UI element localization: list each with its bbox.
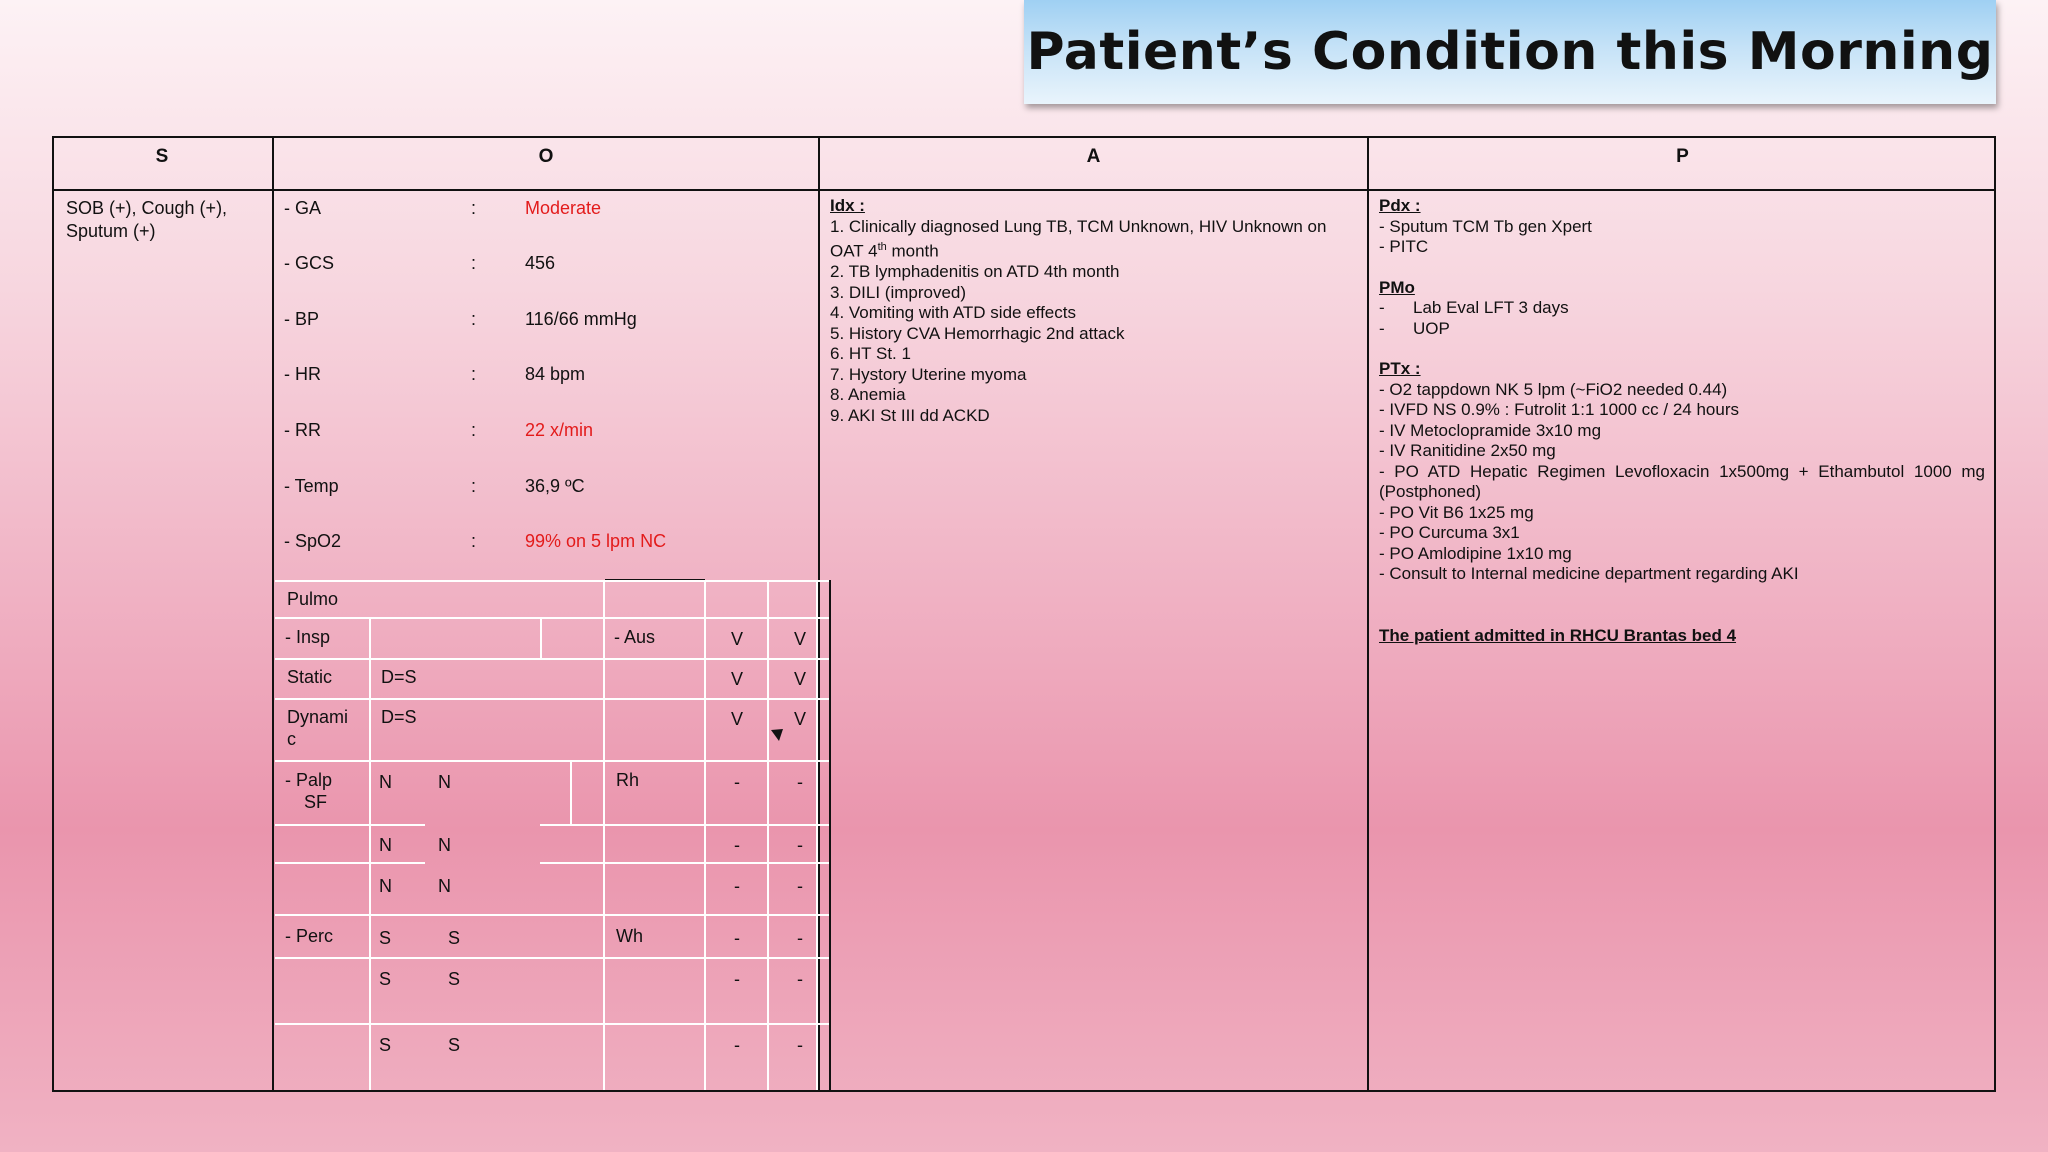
grid-line [570,760,572,824]
pdx-item: - Sputum TCM Tb gen Xpert [1379,216,1592,236]
grid-line [275,862,425,864]
vital-label: - RR [284,420,321,440]
static-label: Static [287,667,333,687]
subjective-line-2: Sputum (+) [66,221,156,241]
ptx-item: - PO ATD Hepatic Regimen Levofloxacin 1x500mg + Ethambutol 1000 mg [1379,461,1985,481]
sf-left-3: N [438,876,451,896]
grid-line [540,862,829,864]
vital-label: - GCS [284,253,335,273]
vital-label: - HR [284,364,321,384]
vital-value-hr: 84 bpm [525,364,586,384]
ptx-item: - O2 tappdown NK 5 lpm (~FiO2 needed 0.44) [1379,379,1728,399]
aus-right-1: V [730,629,743,649]
grid-line [275,1023,829,1025]
continued-text: month [886,241,939,261]
vital-sep: : [471,198,477,218]
pmo-item: - UOP [1379,318,1450,338]
assessment-item: 9. AKI St III dd ACKD [830,405,990,425]
grid-line [275,760,829,762]
grid-line [275,914,829,916]
continued-text: OAT 4 [830,241,878,261]
dynamic-value: D=S [381,707,417,727]
vital-value-spo2: 99% on 5 lpm NC [525,531,667,551]
grid-line [540,824,829,826]
divider-o-a [818,136,820,1092]
rh-label: Rh [616,770,640,790]
assessment-item: 1. Clinically diagnosed Lung TB, TCM Unknown, HIV Unknown on [830,216,1327,236]
vital-sep: : [471,476,477,496]
assessment-item: 6. HT St. 1 [830,344,911,364]
perc-left-1: S [448,928,461,948]
rh-left-3: - [797,876,803,896]
sf-right-1: N [379,772,392,792]
palp-label-2: SF [304,792,328,812]
superscript: th [877,241,887,253]
palp-label-1: - Palp [285,770,333,790]
sf-right-3: N [379,876,392,896]
title-banner [1024,0,1996,104]
assessment-item: 3. DILI (improved) [830,282,967,302]
grid-line [540,617,542,658]
perc-left-2: S [448,969,461,989]
wh-right-2: - [734,969,740,989]
assessment-item-continued [830,237,1326,262]
header-a: A [1086,146,1101,167]
assessment-item: 8. Anemia [830,385,906,405]
vital-label: - BP [284,309,320,329]
aus-right-3: V [730,709,743,729]
wh-label: Wh [616,926,643,946]
sf-right-2: N [379,835,392,855]
aus-left-1: V [793,629,806,649]
pdx-item: - PITC [1379,237,1429,256]
insp-label: - Insp [285,627,331,647]
subjective-line-1: SOB (+), Cough (+), [66,198,228,218]
perc-label: - Perc [285,926,334,946]
assessment-item: 5. History CVA Hemorrhagic 2nd attack [830,323,1125,343]
header-divider [52,189,1996,191]
assessment-item: 4. Vomiting with ATD side effects [830,303,1076,323]
header-s: S [155,146,169,167]
vital-value-bp: 116/66 mmHg [525,309,637,329]
grid-line [603,580,605,1090]
perc-right-2: S [379,969,392,989]
plan-section [1379,196,1985,646]
vital-label: - Temp [284,476,339,496]
assessment-item: 2. TB lymphadenitis on ATD 4th month [830,262,1120,282]
vital-label: - SpO2 [284,531,342,551]
wh-left-3: - [797,1035,803,1055]
grid-line [275,698,829,700]
vital-sep: : [471,531,477,551]
aus-label: - Aus [614,627,656,647]
wh-left-2: - [797,969,803,989]
aus-left-3: V [793,709,806,729]
dynamic-label-1: Dynami [287,707,349,727]
assessment-heading: Idx : [830,196,865,215]
rh-right-2: - [734,835,740,855]
rh-right-3: - [734,876,740,896]
assessment-item: 7. Hystory Uterine myoma [830,364,1027,384]
header-p: P [1676,146,1689,167]
grid-line [275,658,829,660]
ptx-item: (Postphoned) [1379,482,1482,501]
pmo-item: - Lab Eval LFT 3 days [1379,298,1569,317]
ptx-item: - IVFD NS 0.9% : Futrolit 1:1 1000 cc / 24 hours [1379,400,1739,419]
header-o: O [538,146,554,167]
vital-value-ga: Moderate [525,198,602,218]
perc-left-3: S [448,1035,461,1055]
vital-sep: : [471,420,477,440]
wh-left-1: - [797,928,803,948]
ptx-item: - IV Ranitidine 2x50 mg [1379,441,1556,460]
slide-title: Patient’s Condition this Morning [1026,22,1994,82]
grid-line [275,580,829,582]
sf-left-2: N [438,835,451,855]
wh-right-3: - [734,1035,740,1055]
ptx-item: - PO Vit B6 1x25 mg [1379,502,1534,522]
grid-line [275,957,829,959]
grid-line [816,580,818,1090]
vital-value-temp: 36,9 ºC [525,476,585,496]
vital-value-gcs: 456 [525,253,556,273]
pmo-heading: PMo [1379,277,1415,297]
rh-right-1: - [734,772,740,792]
ptx-item: - PO Curcuma 3x1 [1379,523,1520,542]
assessment-list [830,196,1326,426]
perc-right-1: S [379,928,392,948]
vital-sep: : [471,364,477,384]
aus-left-2: V [793,669,806,689]
pulmo-title: Pulmo [287,589,339,609]
grid-line [369,617,371,1090]
divider-a-p [1367,136,1369,1092]
static-value: D=S [381,667,417,687]
grid-line [767,580,769,1090]
rh-left-2: - [797,835,803,855]
ptx-item: - PO Amlodipine 1x10 mg [1379,543,1572,563]
ptx-heading: PTx : [1379,359,1421,378]
pdx-heading: Pdx : [1379,196,1421,215]
vital-value-rr: 22 x/min [525,420,594,440]
ptx-item: - Consult to Internal medicine department regarding AKI [1379,564,1799,583]
grid-line [275,824,425,826]
perc-right-3: S [379,1035,392,1055]
cursor-arrow-icon [770,728,784,742]
vital-label: - GA [284,198,322,218]
vital-sep: : [471,309,477,329]
admission-note: The patient admitted in RHCU Brantas bed 4 [1379,625,1737,645]
sf-left-1: N [438,772,451,792]
vital-sep: : [471,253,477,273]
rh-left-1: - [797,772,803,792]
grid-line [275,617,829,619]
divider-s-o [272,136,274,1092]
grid-accent [829,580,831,1092]
ptx-item: - IV Metoclopramide 3x10 mg [1379,420,1602,440]
aus-right-2: V [730,669,743,689]
grid-line [704,580,706,1090]
wh-right-1: - [734,928,740,948]
dynamic-label-2: c [287,729,296,749]
